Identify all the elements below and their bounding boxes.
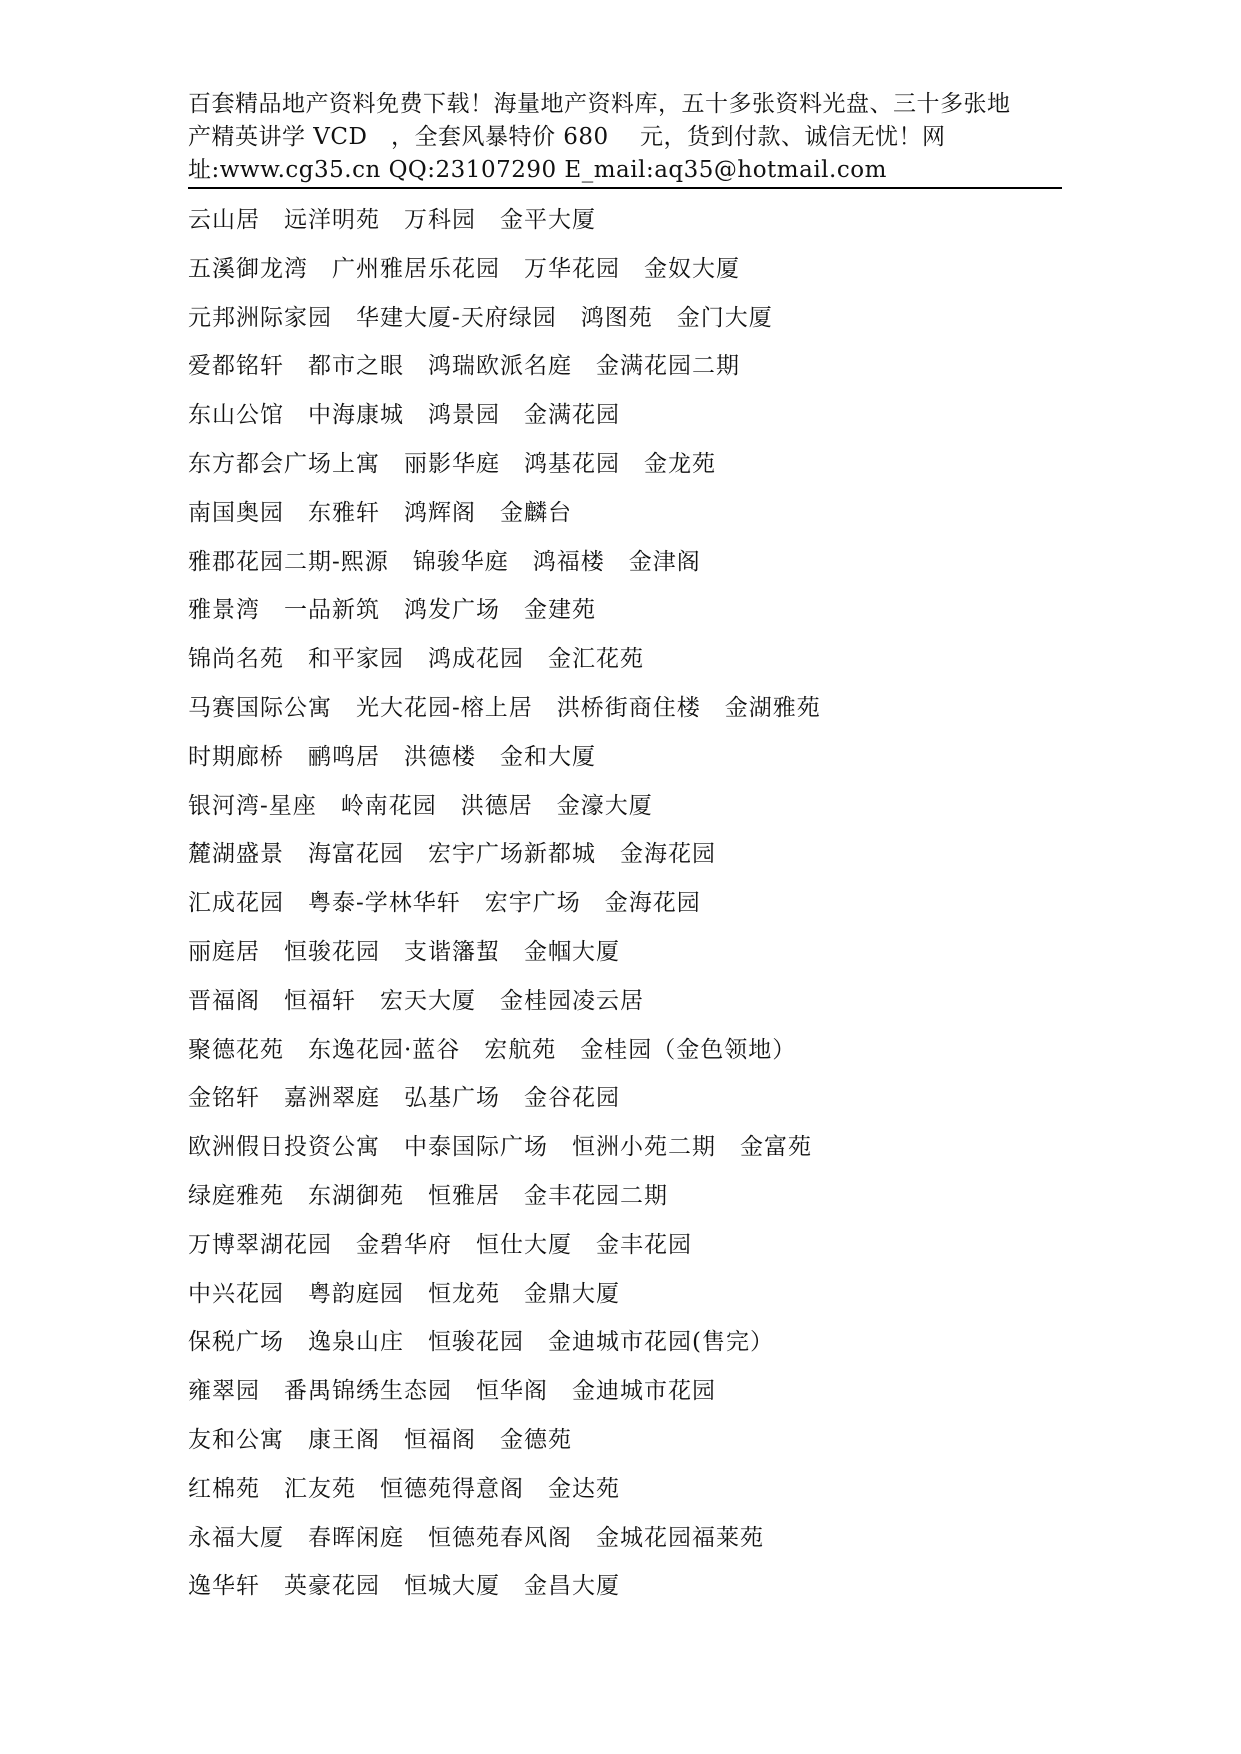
list-item: 云山居 远洋明苑 万科园 金平大厦 [188,207,596,233]
list-item: 欧洲假日投资公寓 中泰国际广场 恒洲小苑二期 金富苑 [188,1134,812,1161]
property-list [188,196,1088,1611]
header-line-2: 产精英讲学 VCD ，全套风暴特价 680 元，货到付款、诚信无忧！网 [188,124,946,150]
header-divider [188,187,1062,189]
list-item: 晋福阁 恒福轩 宏天大厦 金桂园凌云居 [188,987,644,1014]
list-item: 保税广场 逸泉山庄 恒骏花园 金迪城市花园(售完） [188,1329,774,1356]
list-item: 南国奥园 东雅轩 鸿辉阁 金麟台 [188,499,572,526]
list-item: 麓湖盛景 海富花园 宏宇广场新都城 金海花园 [188,841,716,868]
list-item: 五溪御龙湾 广州雅居乐花园 万华花园 金奴大厦 [188,255,740,282]
list-item: 永福大厦 春晖闲庭 恒德苑春风阁 金城花园福莱苑 [188,1524,764,1551]
list-item: 友和公寓 康王阁 恒福阁 金德苑 [188,1426,572,1453]
list-item: 聚德花苑 东逸花园·蓝谷 宏航苑 金桂园（金色领地） [188,1036,797,1063]
list-item: 爱都铭轩 都市之眼 鸿瑞欧派名庭 金满花园二期 [188,353,740,380]
list-item: 中兴花园 粤韵庭园 恒龙苑 金鼎大厦 [188,1280,620,1307]
list-item: 金铭轩 嘉洲翠庭 弘基广场 金谷花园 [188,1085,620,1112]
page-header [188,88,1060,187]
list-item: 时期廊桥 鹂鸣居 洪德楼 金和大厦 [188,743,596,770]
list-item: 雅郡花园二期-熙源 锦骏华庭 鸿福楼 金津阁 [188,548,701,575]
list-item: 锦尚名苑 和平家园 鸿成花园 金汇花苑 [188,646,644,673]
list-item: 马赛国际公寓 光大花园-榕上居 洪桥街商住楼 金湖雅苑 [188,694,821,721]
list-item: 万博翠湖花园 金碧华府 恒仕大厦 金丰花园 [188,1231,692,1258]
list-item: 东方都会广场上寓 丽影华庭 鸿基花园 金龙苑 [188,450,716,477]
list-item: 银河湾-星座 岭南花园 洪德居 金濠大厦 [188,792,653,819]
list-item: 雍翠园 番禺锦绣生态园 恒华阁 金迪城市花园 [188,1378,716,1405]
list-item: 东山公馆 中海康城 鸿景园 金满花园 [188,402,620,429]
list-item: 汇成花园 粤泰-学林华轩 宏宇广场 金海花园 [188,890,701,917]
header-line-1: 百套精品地产资料免费下载！海量地产资料库，五十多张资料光盘、三十多张地 [188,91,1011,117]
list-item: 元邦洲际家园 华建大厦-天府绿园 鸿图苑 金门大厦 [188,304,773,331]
list-item: 雅景湾 一品新筑 鸿发广场 金建苑 [188,597,596,624]
header-line-3: 址:www.cg35.cn QQ:23107290 E_mail:aq35@hotmail.com [188,157,887,183]
list-item: 逸华轩 英豪花园 恒城大厦 金昌大厦 [188,1573,620,1600]
list-item: 丽庭居 恒骏花园 支谐籓蛪 金帼大厦 [188,938,620,965]
list-item: 红棉苑 汇友苑 恒德苑得意阁 金达苑 [188,1475,620,1502]
list-item: 绿庭雅苑 东湖御苑 恒雅居 金丰花园二期 [188,1182,668,1209]
